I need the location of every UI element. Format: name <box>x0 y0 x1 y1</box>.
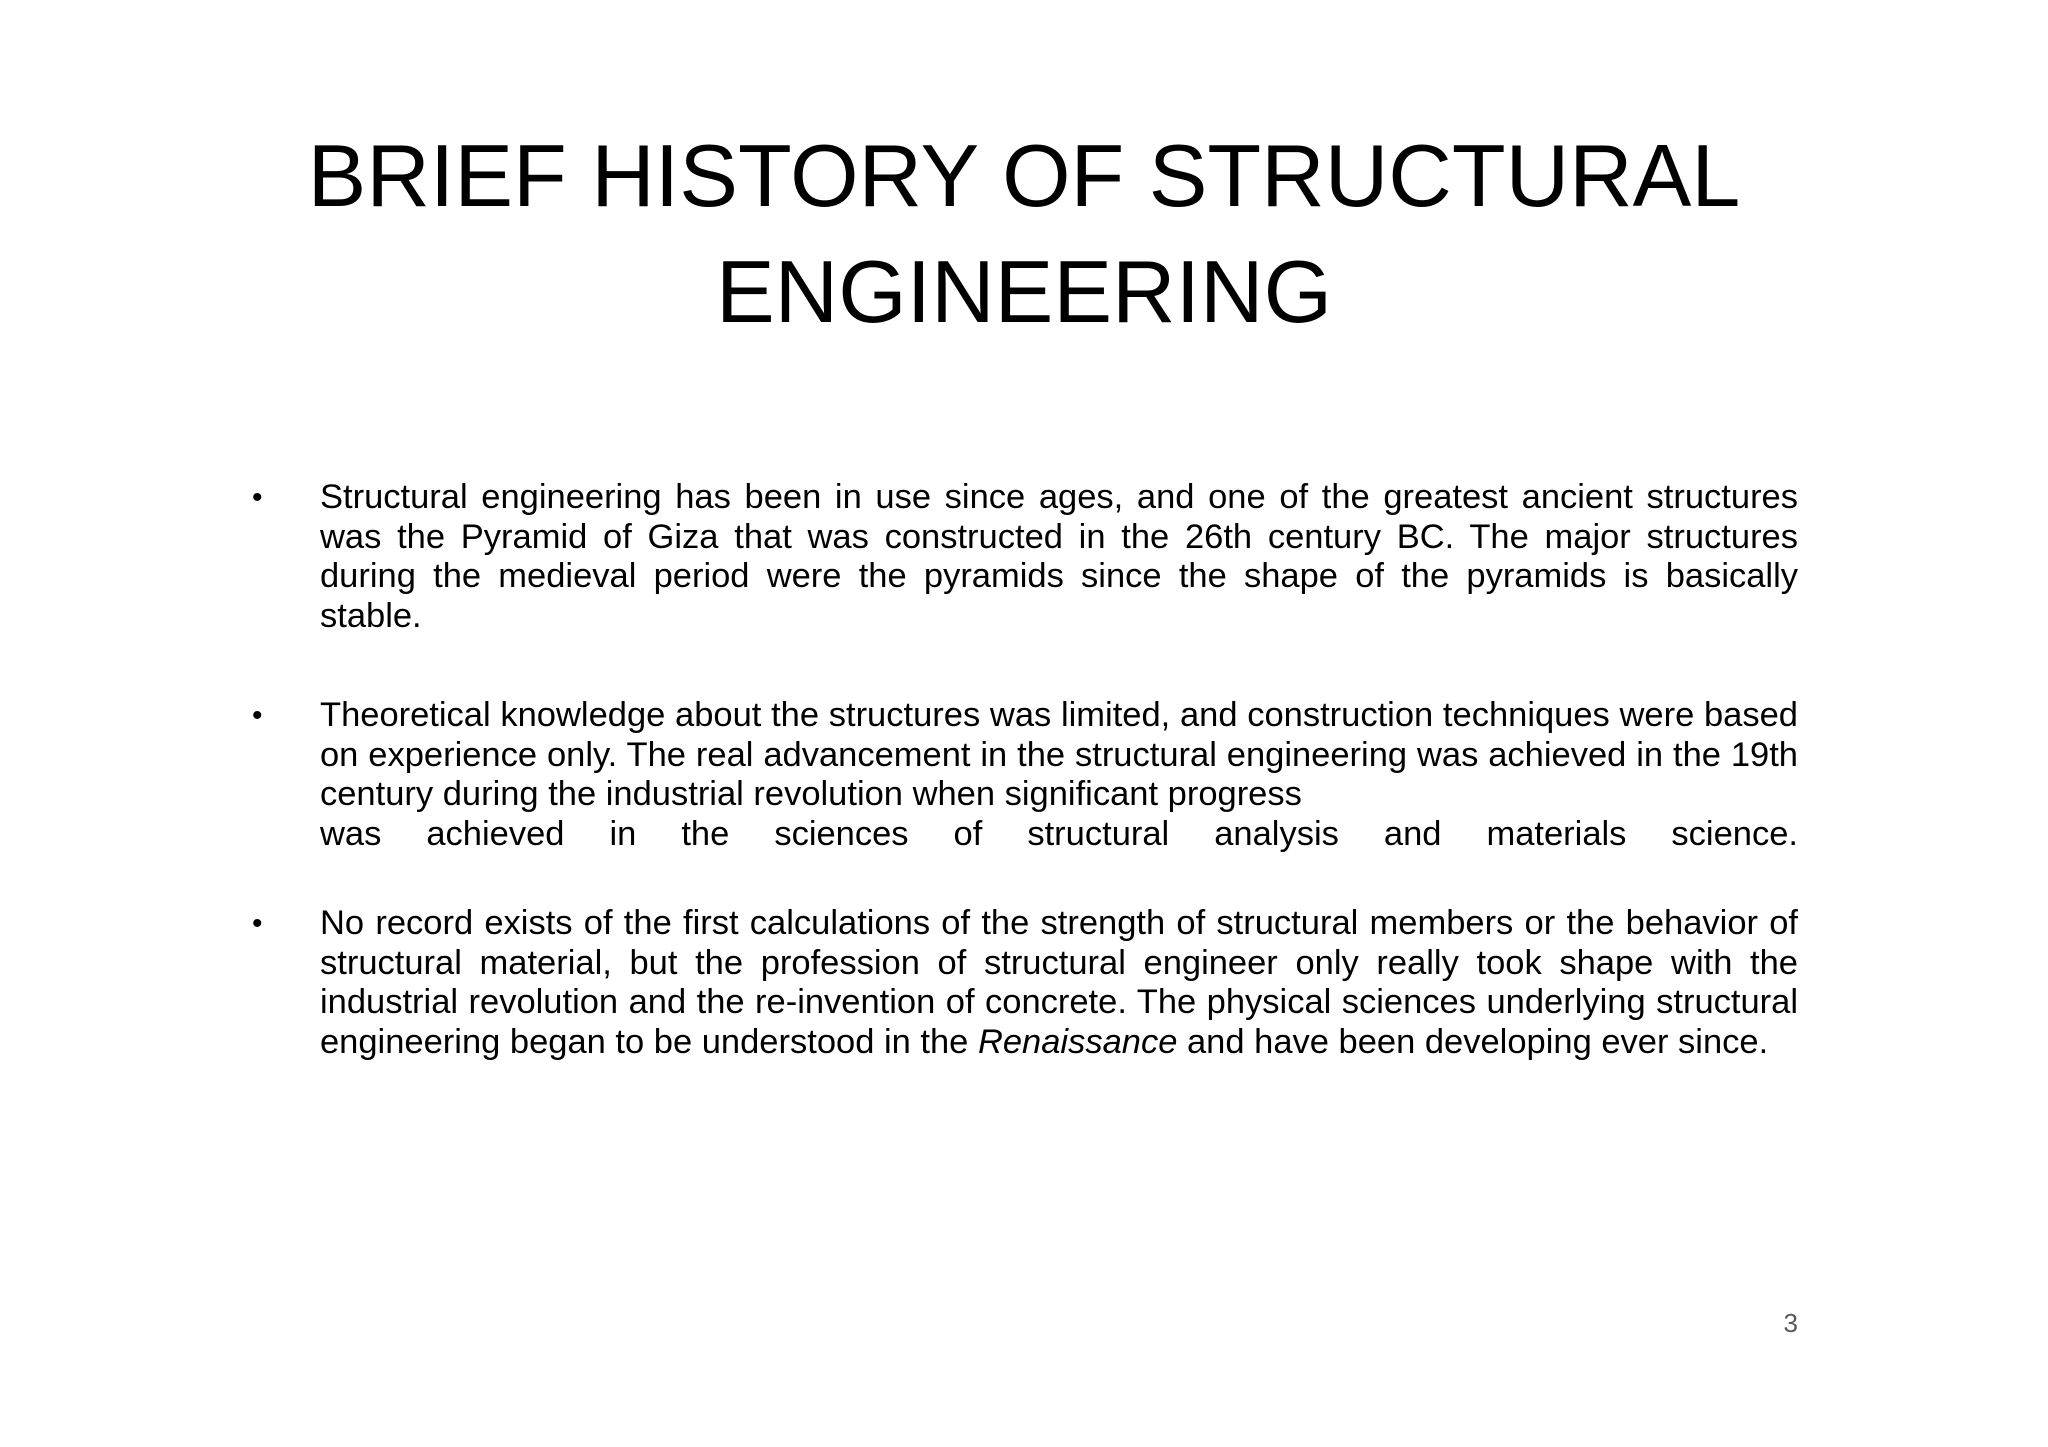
page-number: 3 <box>1783 1308 1798 1338</box>
bullet-item-1 <box>250 478 1798 636</box>
bullet-dot-icon: • <box>252 907 263 940</box>
bullet-item-3 <box>250 904 1798 1062</box>
bullet-dot-icon: • <box>252 481 263 514</box>
bullet-item-2 <box>250 696 1798 854</box>
title-line-2: ENGINEERING <box>715 242 1333 341</box>
bullet-text: Structural engineering has been in use since ages, and one of the greatest ancient structures was the Pyramid of Giza that was constructed in the 26th century BC. The major structures during the medieval period were the pyramids since the shape of the pyramids is basically stable. <box>320 478 1798 635</box>
bullet-text-last-line: was achieved in the sciences of structural analysis and materials science. <box>320 814 1798 853</box>
bullet-text: Theoretical knowledge about the structures was limited, and construction techniques were based on experience only. The real advancement in the structural engineering was achieved in the 19th century during the industrial revolution when significant progress <box>320 696 1798 813</box>
title-line-1: BRIEF HISTORY OF STRUCTURAL <box>307 126 1741 225</box>
bullet-dot-icon: • <box>252 699 263 732</box>
bullet-list <box>250 478 1798 1062</box>
bullet-text: No record exists of the first calculations of the strength of structural members or the behavior of structural material, but the profession of structural engineer only really took shape with the industrial revolution and the re-invention of concrete. The physical sciences underlying structural engineering began to be understood in the <box>320 904 1798 1061</box>
bullet-text-tail: and have been developing ever since. <box>1177 1022 1769 1061</box>
slide-title <box>0 118 2048 350</box>
bullet-text-italic: Renaissance <box>977 1022 1178 1061</box>
